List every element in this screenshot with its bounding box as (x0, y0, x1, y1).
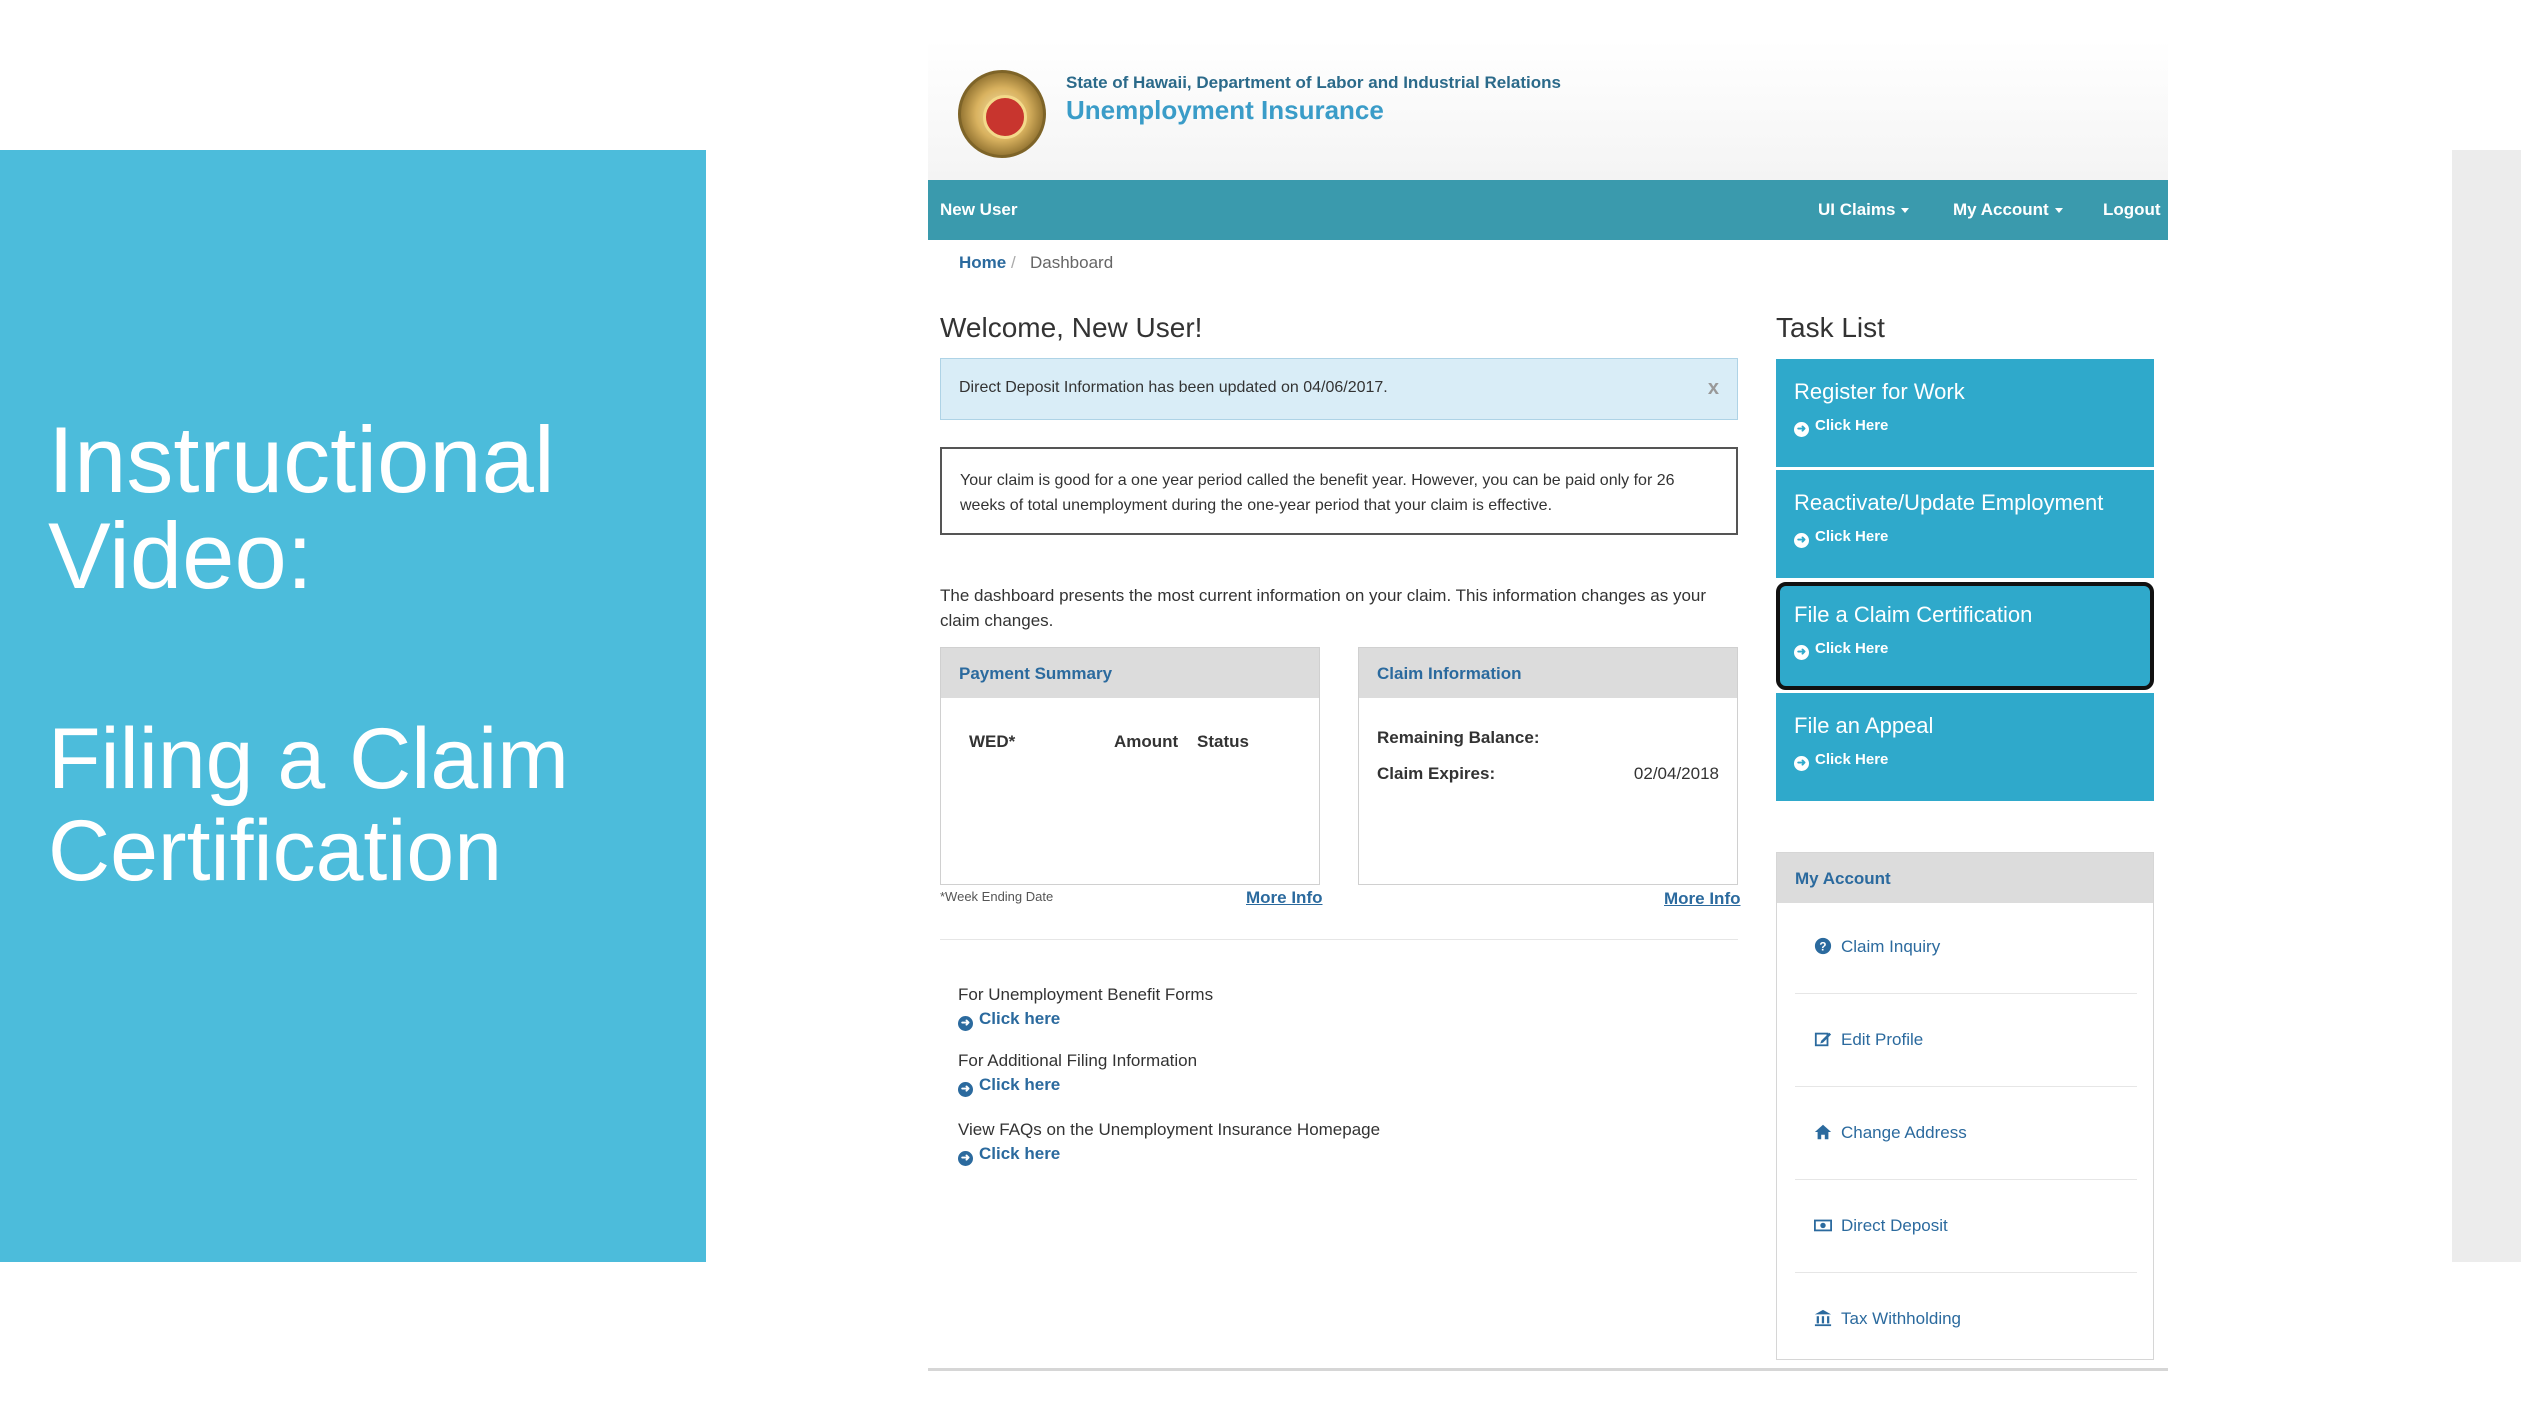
wed-footnote: *Week Ending Date (940, 889, 1054, 904)
arrow-circle-icon: ➜ (1794, 756, 1809, 771)
column-wed: WED* (969, 732, 1016, 751)
task-title: Reactivate/Update Employment (1794, 490, 2104, 515)
account-divider (1795, 993, 2137, 994)
account-divider (1795, 1086, 2137, 1087)
task-register-for-work[interactable] (1776, 359, 2154, 467)
notice-text: Your claim is good for a one year period called the benefit year. However, you can be paid only for 26 weeks of total unemployment during the one-year period that your claim is effective. (960, 472, 1675, 514)
task-list-heading: Task List (1776, 312, 1885, 343)
account-item-label: Claim Inquiry (1841, 937, 1941, 956)
claim-more-info-link[interactable]: More Info (1664, 889, 1741, 908)
caret-down-icon (1901, 208, 1909, 213)
arrow-circle-icon: ➜ (1794, 533, 1809, 548)
program-name: Unemployment Insurance (1066, 95, 1384, 125)
breadcrumb-separator: / (1011, 253, 1016, 272)
account-edit-profile[interactable] (1813, 1030, 1923, 1050)
close-icon[interactable]: x (1707, 377, 1719, 399)
payment-summary-title: Payment Summary (959, 664, 1113, 683)
account-item-label: Edit Profile (1841, 1030, 1924, 1049)
account-divider (1795, 1179, 2137, 1180)
faqs-label: View FAQs on the Unemployment Insurance Homepage (958, 1120, 1381, 1139)
claim-information-panel (1358, 647, 1738, 885)
alert-message: Direct Deposit Information has been updated on 04/06/2017. (959, 379, 1388, 396)
arrow-circle-icon: ➜ (958, 1151, 973, 1166)
payment-summary-panel (940, 647, 1320, 885)
task-click-here[interactable] (1794, 751, 1888, 771)
filing-info-click-here-link[interactable] (958, 1075, 1060, 1097)
my-account-panel (1776, 852, 2154, 1360)
svg-text:?: ? (1819, 940, 1827, 954)
slide-subtitle: Filing a Claim Certification (48, 711, 569, 899)
column-status: Status (1197, 732, 1249, 751)
account-direct-deposit[interactable] (1813, 1216, 1948, 1236)
payment-summary-header (941, 648, 1319, 698)
account-change-address[interactable] (1813, 1123, 1967, 1143)
account-divider (1795, 1272, 2137, 1273)
breadcrumb-current: Dashboard (1030, 253, 1114, 272)
claim-information-title: Claim Information (1377, 664, 1522, 683)
ui-website (928, 40, 2168, 1370)
task-click-label: Click Here (1815, 528, 1889, 545)
my-account-title: My Account (1795, 869, 1891, 888)
task-file-claim-certification[interactable] (1776, 582, 2154, 690)
slide-title: Instructional Video: (48, 407, 555, 608)
task-click-label: Click Here (1815, 751, 1889, 768)
slide-panel (0, 150, 706, 1262)
task-click-here[interactable] (1794, 528, 1888, 548)
nav-user-name[interactable]: New User (940, 200, 1018, 219)
task-click-label: Click Here (1815, 640, 1889, 657)
task-file-an-appeal[interactable] (1776, 693, 2154, 801)
task-click-here[interactable] (1794, 640, 1888, 660)
faqs-click-here-link[interactable] (958, 1144, 1060, 1166)
task-title: File a Claim Certification (1794, 602, 2033, 627)
claim-expires-value: 02/04/2018 (1633, 764, 1719, 783)
dashboard-intro: The dashboard presents the most current information on your claim. This information changes as your claim changes. (940, 586, 1707, 630)
claim-expires-label: Claim Expires: (1377, 764, 1496, 783)
arrow-circle-icon: ➜ (1794, 645, 1809, 660)
column-amount: Amount (1114, 732, 1179, 751)
next-slide-edge (2452, 150, 2521, 1262)
task-title: File an Appeal (1794, 713, 1934, 738)
claim-information-header (1359, 648, 1737, 698)
filing-info-label: For Additional Filing Information (958, 1051, 1198, 1070)
nav-ui-claims-label: UI Claims (1818, 200, 1896, 219)
question-circle-icon (1813, 937, 1833, 955)
arrow-circle-icon: ➜ (958, 1082, 973, 1097)
money-icon (1813, 1216, 1833, 1234)
task-title: Register for Work (1794, 379, 1965, 404)
filing-info-click-here-label: Click here (979, 1075, 1061, 1094)
arrow-circle-icon: ➜ (958, 1016, 973, 1031)
caret-down-icon (2055, 208, 2063, 213)
welcome-heading: Welcome, New User! (940, 312, 1203, 343)
nav-my-account[interactable] (1953, 200, 2063, 220)
site-header (928, 40, 2168, 180)
info-alert (940, 358, 1738, 420)
forms-label: For Unemployment Benefit Forms (958, 985, 1214, 1004)
faqs-click-here-label: Click here (979, 1144, 1061, 1163)
account-item-label: Direct Deposit (1841, 1216, 1948, 1235)
page-bottom-border (928, 1368, 2168, 1371)
payment-more-info-link[interactable]: More Info (1246, 888, 1323, 907)
benefit-year-notice (940, 447, 1738, 535)
agency-name: State of Hawaii, Department of Labor and Industrial Relations (1066, 73, 1561, 92)
top-nav (928, 180, 2168, 240)
home-icon (1813, 1123, 1833, 1141)
nav-ui-claims[interactable] (1818, 200, 1909, 220)
section-divider (940, 939, 1738, 940)
account-item-label: Change Address (1841, 1123, 1967, 1142)
forms-click-here-label: Click here (979, 1009, 1061, 1028)
task-click-here[interactable] (1794, 417, 1888, 437)
account-item-label: Tax Withholding (1841, 1309, 1962, 1328)
task-reactivate-update-employment[interactable] (1776, 470, 2154, 578)
nav-logout[interactable]: Logout (2103, 200, 2161, 219)
edit-icon (1813, 1030, 1833, 1048)
remaining-balance-label: Remaining Balance: (1377, 728, 1540, 747)
breadcrumb-home[interactable]: Home (959, 253, 1007, 272)
bank-icon (1813, 1309, 1833, 1327)
account-claim-inquiry[interactable] (1813, 937, 1940, 957)
task-click-label: Click Here (1815, 417, 1889, 434)
my-account-header (1777, 853, 2153, 903)
nav-my-account-label: My Account (1953, 200, 2049, 219)
arrow-circle-icon: ➜ (1794, 422, 1809, 437)
state-seal-icon (958, 70, 1046, 158)
forms-click-here-link[interactable] (958, 1009, 1060, 1031)
account-tax-withholding[interactable] (1813, 1309, 1961, 1329)
